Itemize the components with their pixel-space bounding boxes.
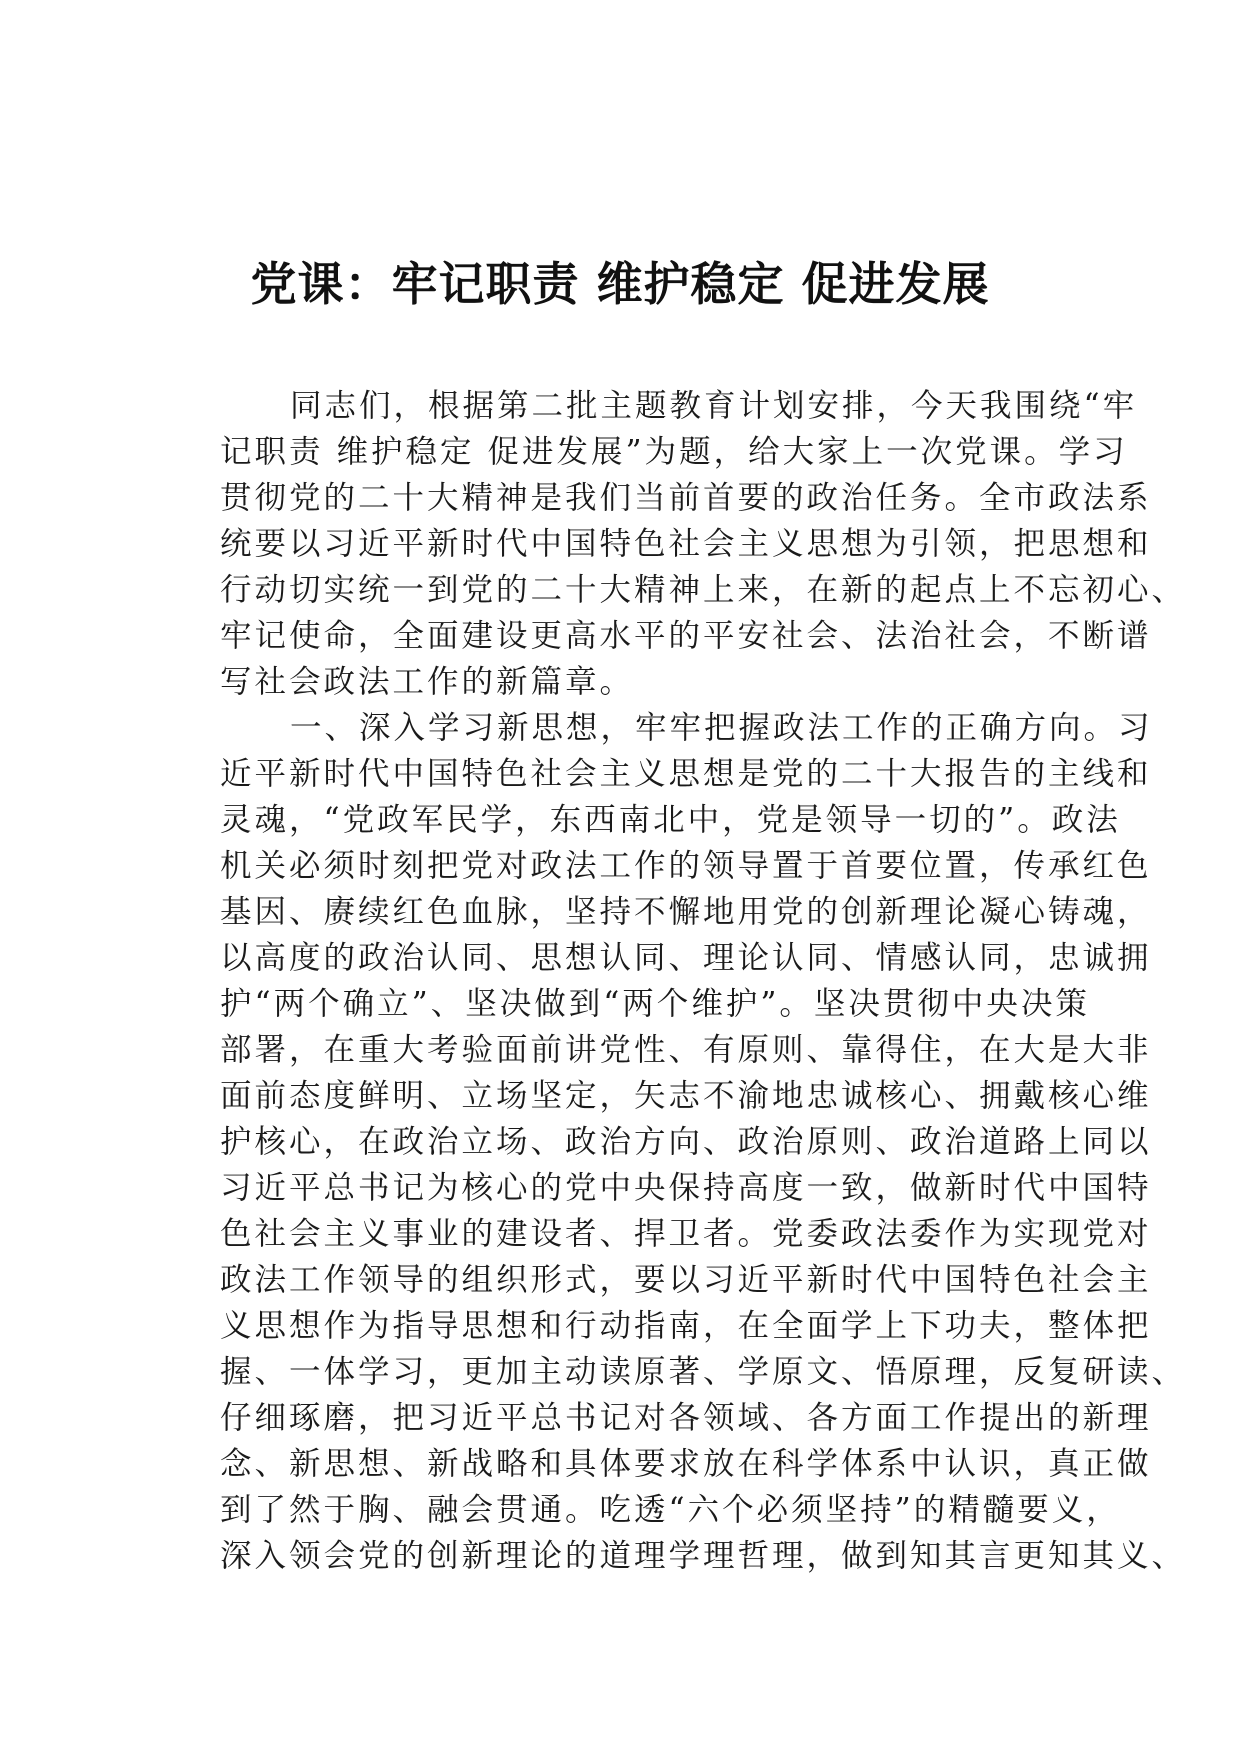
paragraph-section-1 [157, 705, 1187, 1579]
text-line: 写社会政法工作的新篇章。 [220, 664, 635, 700]
text-line: 到了然于胸、融会贯通。吃透“六个必须坚持”的精髓要义， [220, 1492, 1121, 1528]
paragraph-intro [157, 383, 1187, 705]
text-line: 以高度的政治认同、思想认同、理论认同、情感认同，忠诚拥 [220, 940, 1152, 976]
text-line: 深入领会党的创新理论的道理学理哲理，做到知其言更知其义、 [220, 1538, 1187, 1574]
text-line: 基因、赓续红色血脉，坚持不懈地用党的创新理论凝心铸魂， [220, 894, 1152, 930]
text-line: 行动切实统一到党的二十大精神上来，在新的起点上不忘初心、 [220, 572, 1187, 608]
text-line: 护“两个确立”、坚决做到“两个维护”。坚决贯彻中央决策 [220, 986, 1090, 1022]
text-line: 机关必须时刻把党对政法工作的领导置于首要位置，传承红色 [220, 848, 1152, 884]
text-line: 同志们，根据第二批主题教育计划安排，今天我围绕“牢 [290, 388, 1138, 424]
text-line: 近平新时代中国特色社会主义思想是党的二十大报告的主线和 [220, 756, 1152, 792]
text-line: 色社会主义事业的建设者、捍卫者。党委政法委作为实现党对 [220, 1216, 1152, 1252]
text-line: 面前态度鲜明、立场坚定，矢志不渝地忠诚核心、拥戴核心维 [220, 1078, 1152, 1114]
document-title: 党课：牢记职责 维护稳定 促进发展 [250, 257, 990, 311]
text-line: 记职责 维护稳定 促进发展”为题，给大家上一次党课。学习 [220, 434, 1128, 470]
text-line: 牢记使命，全面建设更高水平的平安社会、法治社会，不断谱 [220, 618, 1152, 654]
text-line: 护核心，在政治立场、政治方向、政治原则、政治道路上同以 [220, 1124, 1152, 1160]
text-line: 灵魂，“党政军民学，东西南北中，党是领导一切的”。政法 [220, 802, 1121, 838]
document-body [157, 383, 1187, 1579]
text-line: 一、深入学习新思想，牢牢把握政法工作的正确方向。习 [290, 710, 1153, 746]
text-line: 统要以习近平新时代中国特色社会主义思想为引领，把思想和 [220, 526, 1152, 562]
text-line: 习近平总书记为核心的党中央保持高度一致，做新时代中国特 [220, 1170, 1152, 1206]
text-line: 义思想作为指导思想和行动指南，在全面学上下功夫，整体把 [220, 1308, 1152, 1344]
text-line: 部署，在重大考验面前讲党性、有原则、靠得住，在大是大非 [220, 1032, 1152, 1068]
text-line: 贯彻党的二十大精神是我们当前首要的政治任务。全市政法系 [220, 480, 1152, 516]
text-line: 握、一体学习，更加主动读原著、学原文、悟原理，反复研读、 [220, 1354, 1187, 1390]
text-line: 念、新思想、新战略和具体要求放在科学体系中认识，真正做 [220, 1446, 1152, 1482]
text-line: 仔细琢磨，把习近平总书记对各领域、各方面工作提出的新理 [220, 1400, 1152, 1436]
text-line: 政法工作领导的组织形式，要以习近平新时代中国特色社会主 [220, 1262, 1152, 1298]
